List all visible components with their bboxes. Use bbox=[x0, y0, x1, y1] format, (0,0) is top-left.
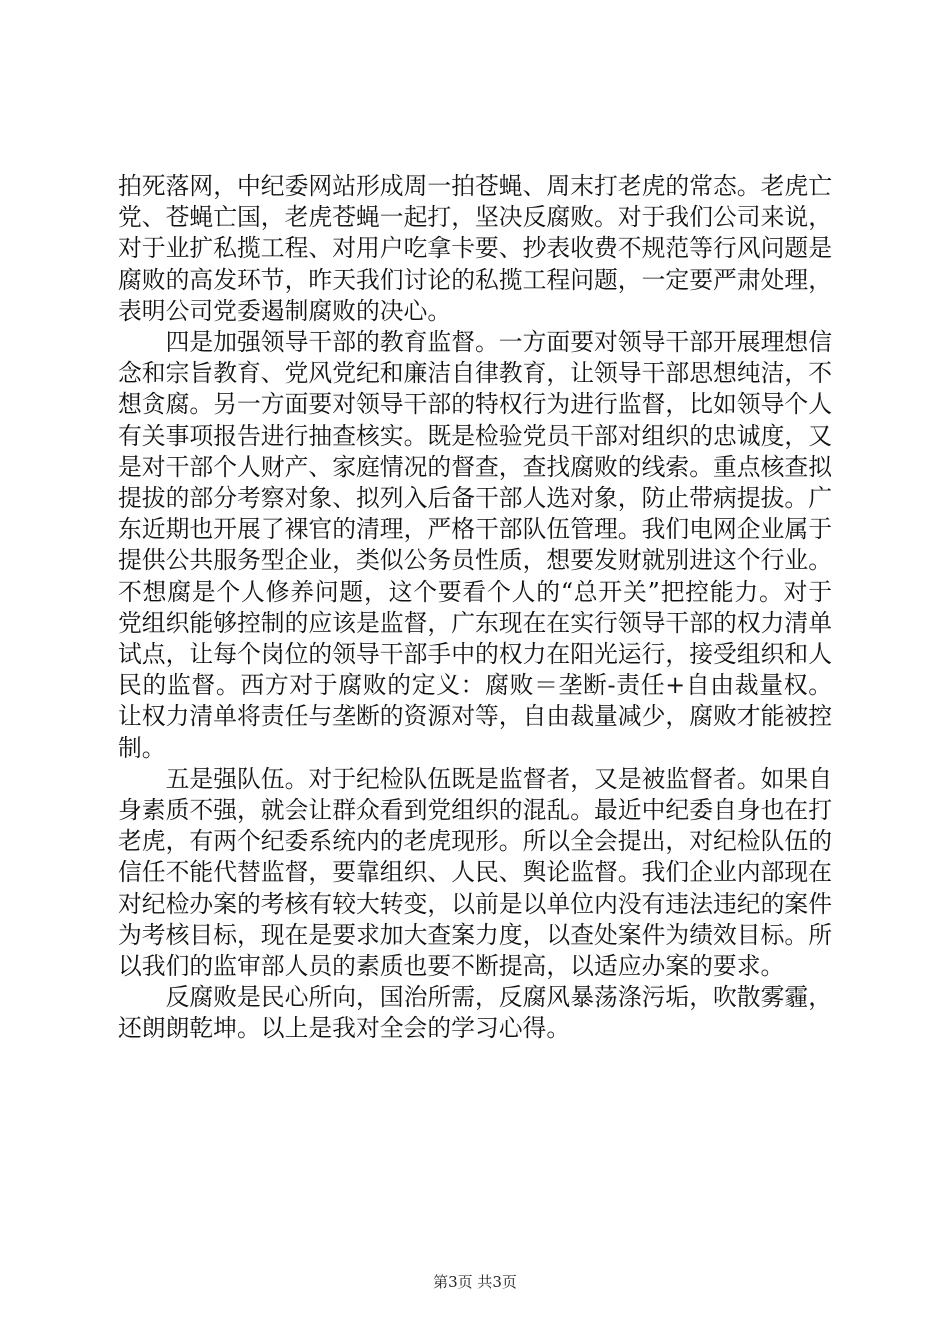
paragraph-2: 四是加强领导干部的教育监督。一方面要对领导干部开展理想信念和宗旨教育、党风党纪和廉洁自律教育，让领导干部思想纯洁，不想贪腐。另一方面要对领导干部的特权行为进行监督，比如领导个人有关事项报告进行抽查核实。既是检验党员干部对组织的忠诚度，又是对干部个人财产、家庭情况的督查，查找腐败的线索。重点核查拟提拔的部分考察对象、拟列入后备干部人选对象，防止带病提拔。广东近期也开展了裸官的清理，严格干部队伍管理。我们电网企业属于提供公共服务型企业，类似公务员性质，想要发财就别进这个行业。不想腐是个人修养问题，这个要看个人的“总开关”把控能力。对于党组织能够控制的应该是监督，广东现在在实行领导干部的权力清单试点，让每个岗位的领导干部手中的权力在阳光运行，接受组织和人民的监督。西方对于腐败的定义：腐败＝垄断-责任+自由裁量权。让权力清单将责任与垄断的资源对等，自由裁量减少，腐败才能被控制。 bbox=[118, 328, 832, 762]
paragraph-1: 拍死落网，中纪委网站形成周一拍苍蝇、周末打老虎的常态。老虎亡党、苍蝇亡国，老虎苍蝇一起打，坚决反腐败。对于我们公司来说，对于业扩私揽工程、对用户吃拿卡要、抄表收费不规范等行风问题是腐败的高发环节，昨天我们讨论的私揽工程问题，一定要严肃处理，表明公司党委遏制腐败的决心。 bbox=[118, 172, 832, 325]
paragraph-4: 反腐败是民心所向，国治所需，反腐风暴荡涤污垢，吹散雾霾，还朗朗乾坤。以上是我对全会的学习心得。 bbox=[118, 983, 832, 1043]
document-body bbox=[118, 171, 832, 1045]
page-number-footer: 第3页 共3页 bbox=[433, 1273, 517, 1291]
paragraph-3: 五是强队伍。对于纪检队伍既是监督者，又是被监督者。如果自身素质不强，就会让群众看到党组织的混乱。最近中纪委自身也在打老虎，有两个纪委系统内的老虎现形。所以全会提出，对纪检队伍的信任不能代替监督，要靠组织、人民、舆论监督。我们企业内部现在对纪检办案的考核有较大转变，以前是以单位内没有违法违纪的案件为考核目标，现在是要求加大查案力度，以查处案件为绩效目标。所以我们的监审部人员的素质也要不断提高，以适应办案的要求。 bbox=[118, 764, 832, 981]
